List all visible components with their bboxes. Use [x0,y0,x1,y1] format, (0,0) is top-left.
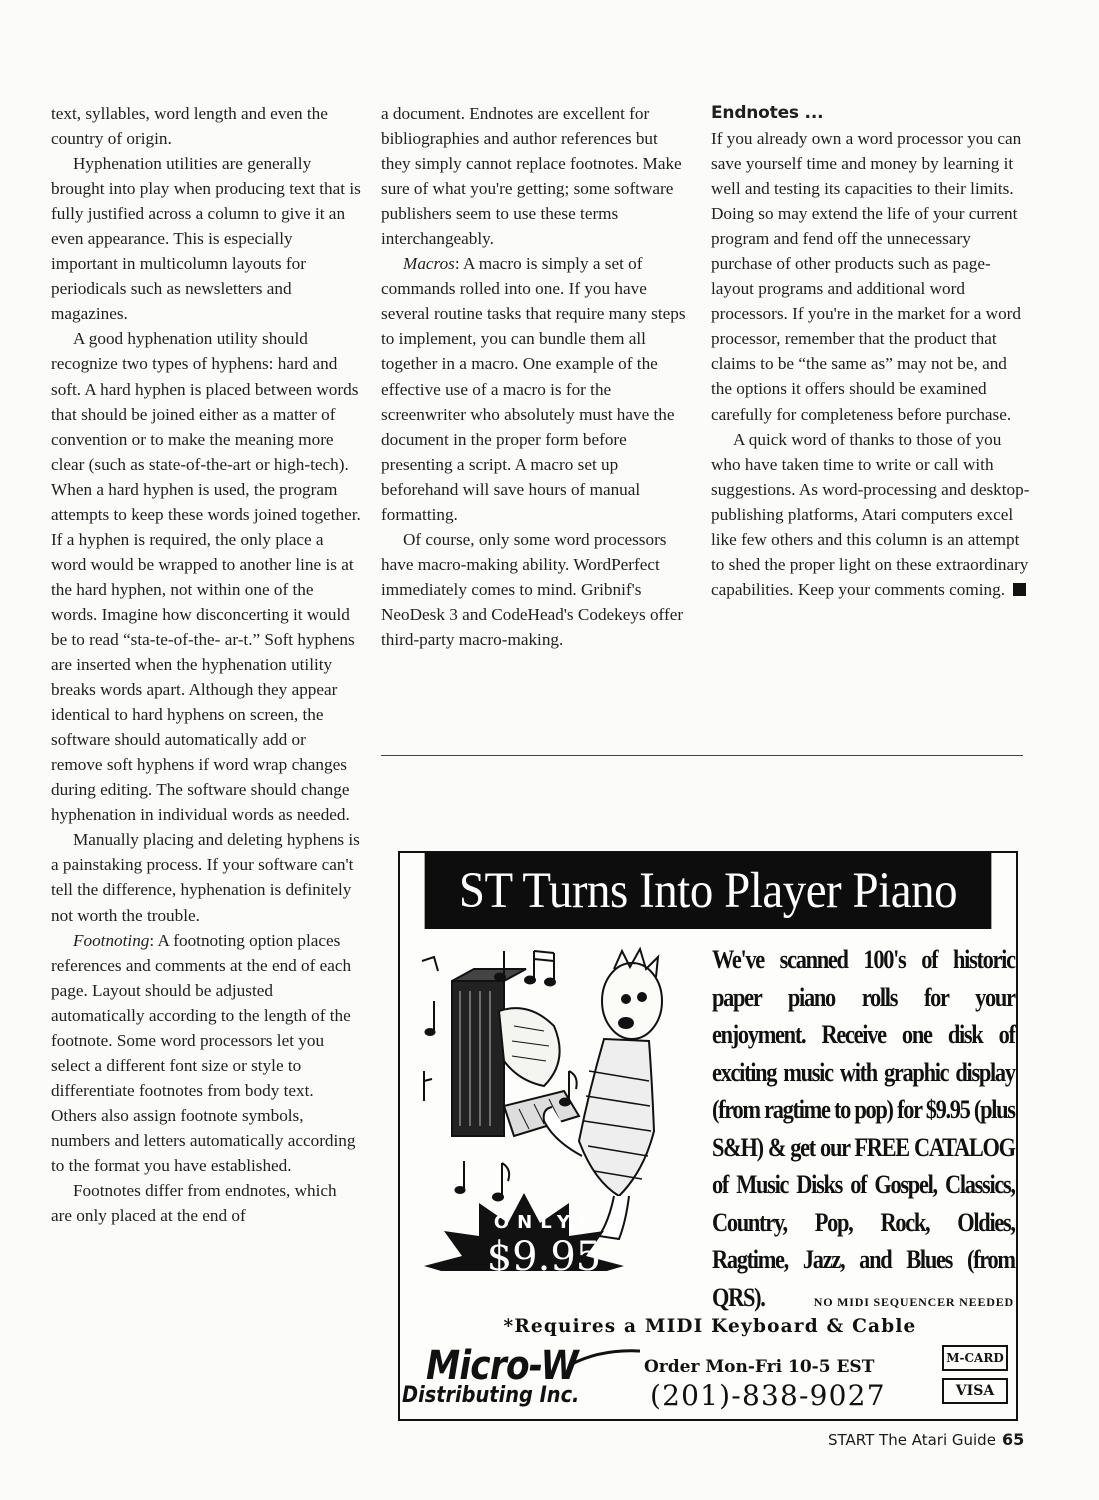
visa-badge: VISA [942,1378,1008,1404]
page-number: 65 [1001,1430,1025,1449]
logo-swoosh-icon [570,1347,640,1369]
end-of-article-mark-icon [1013,583,1026,596]
company-logo-name: Micro-W [426,1343,578,1389]
starburst-only-label: ONLY! [493,1212,595,1233]
mastercard-badge: M-CARD [942,1345,1008,1371]
page-footer [828,1430,1024,1449]
paragraph: A good hyphenation utility should recognize two types of hyphens: hard and soft. A hard hyphen is placed between words that should be joined either as a matter of convention or to make the meaning more clear (such as state-of-the-art or high-tech). When a hard hyphen is used, the program attempts to keep these words joined together. If a hyphen is required, the only place a word would be wrapped to another line is at the hard hyphen, not within one of the words. Imagine how disconcerting it would be to read “sta-te-of-the- ar-t.” Soft hyphens are inserted when the hyphenation utility breaks words apart. Although they appear identical to hard hyphens on screen, the software should automatically add or remove soft hyphens if word wrap changes during editing. The software should change hyphenation in individual words as needed. [51,329,361,825]
section-heading: Endnotes ... [711,103,824,123]
paragraph-text: : A footnoting option places references and comments at the end of each page. Layout should be adjusted automatically according to the length of the footnote. Some word processors let you select a different font size or style to differentiate footnotes from body text. Others also assign footnote symbols, numbers and letters automatically according to the format you have established. [51,930,356,1175]
article-column-2 [381,101,691,652]
price-starburst [424,1191,664,1321]
paragraph: Hyphenation utilities are generally brought into play when producing text that is fully justified across a column to give it an even appearance. This is especially important in multicolumn layouts for periodicals such as newsletters and magazines. [51,154,361,324]
term-macros: Macros [403,254,455,274]
paragraph: If you already own a word processor you can save yourself time and money by learning it well and testing its capacities to their limits. Doing so may extend the life of your current program and fend off the unnecessary purchase of other products such as page-layout programs and additional word processors. If you're in the market for a word processor, remember that the product that claims to be “the same as” may not be, and the options it offers should be examined carefully for completeness before purchase. [711,129,1022,424]
order-hours: Order Mon-Fri 10-5 EST [644,1357,875,1377]
paragraph: Manually placing and deleting hyphens is a painstaking process. If your software can't tell the difference, hyphenation is definitely not worth the trouble. [51,830,360,925]
paragraph [711,427,1031,602]
article-column-3 [711,101,1031,602]
ad-body-text: We've scanned 100's of historic paper piano rolls for your enjoyment. Receive one disk of exciting music with graphic display (from ragtime to pop) for $9.95 (plus S&H) & get our FREE CATALOG of Music Disks of Gospel, Classics, Country, Pop, Rock, Oldies, Ragtime, Jazz, and Blues (from QRS). [712,945,1015,1312]
term-footnoting: Footnoting [73,930,150,950]
no-sequencer-note: NO MIDI SEQUENCER NEEDED [813,1295,1014,1309]
article-column-1 [51,101,361,1228]
ad-headline: ST Turns Into Player Piano [425,853,992,929]
publication-name: START The Atari Guide [828,1431,996,1449]
paragraph [51,928,361,1178]
paragraph: a document. Endnotes are excellent for bibliographies and author references but they simply cannot replace footnotes. Make sure of what you're getting; some software publishers seem to use these terms interchangeably. [381,104,682,249]
requirement-note: *Requires a MIDI Keyboard & Cable [503,1316,917,1337]
section-divider [381,755,1023,756]
paragraph [381,251,691,527]
order-phone: (201)-838-9027 [650,1379,886,1412]
advertisement [398,851,1018,1421]
paragraph: Footnotes differ from endnotes, which are only placed at the end of [51,1181,337,1226]
paragraph-text: A quick word of thanks to those of you who have taken time to write or call with suggestions. As word-processing and desktop-publishing platforms, Atari computers excel like few others and this column is an attempt to shed the proper light on these extraordinary capabilities. Keep your comments coming. [711,429,1030,599]
starburst-price: $9.95 [486,1234,602,1280]
paragraph: text, syllables, word length and even the country of origin. [51,104,328,149]
paragraph: Of course, only some word processors have macro-making ability. WordPerfect immediately comes to mind. Gribnif's NeoDesk 3 and CodeHead's Codekeys offer third-party macro-making. [381,529,684,649]
company-logo-subtitle: Distributing Inc. [402,1383,580,1408]
paragraph-text: : A macro is simply a set of commands rolled into one. If you have several routine tasks that require many steps to implement, you can bundle them all together in a macro. One example of the effective use of a macro is for the screenwriter who absolutely must have the document in the proper form before presenting a script. A macro set up beforehand will save hours of manual formatting. [381,254,686,524]
